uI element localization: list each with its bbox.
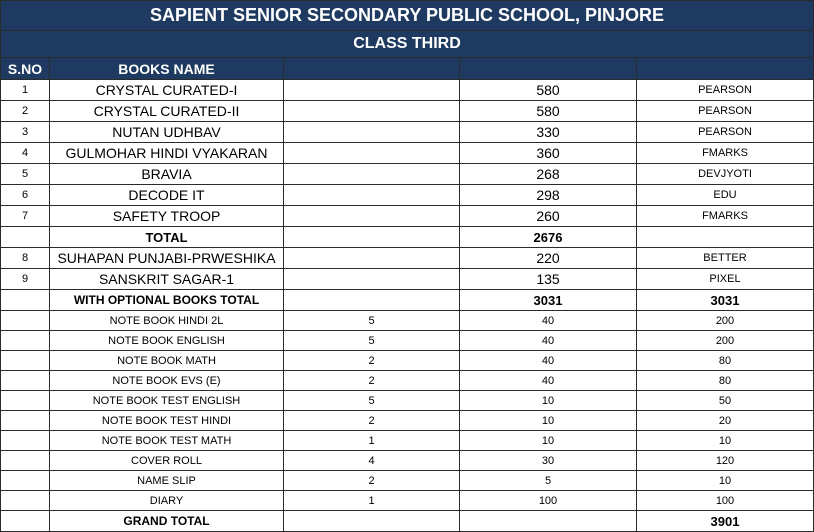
stationery-blank-cell <box>1 311 50 331</box>
total-blank-cell <box>1 227 50 248</box>
stationery-name: NOTE BOOK TEST HINDI <box>50 411 284 431</box>
book-publisher: PIXEL <box>637 269 814 290</box>
stationery-amount: 20 <box>637 411 814 431</box>
book-price: 360 <box>460 143 637 164</box>
stationery-row <box>1 391 814 411</box>
book-row <box>1 143 814 164</box>
book-blank-cell <box>284 143 460 164</box>
stationery-amount: 10 <box>637 431 814 451</box>
stationery-rate: 40 <box>460 371 637 391</box>
book-price: 220 <box>460 248 637 269</box>
book-publisher: BETTER <box>637 248 814 269</box>
stationery-name: NOTE BOOK EVS (E) <box>50 371 284 391</box>
book-price: 260 <box>460 206 637 227</box>
stationery-name: NOTE BOOK MATH <box>50 351 284 371</box>
book-blank-cell <box>284 164 460 185</box>
class-title-row <box>1 31 814 58</box>
stationery-name: NAME SLIP <box>50 471 284 491</box>
optional-book-row <box>1 269 814 290</box>
stationery-amount: 200 <box>637 311 814 331</box>
school-title-row <box>1 1 814 31</box>
stationery-amount: 100 <box>637 491 814 511</box>
book-publisher: FMARKS <box>637 143 814 164</box>
stationery-blank-cell <box>1 331 50 351</box>
book-name: BRAVIA <box>50 164 284 185</box>
stationery-row <box>1 311 814 331</box>
stationery-row <box>1 331 814 351</box>
stationery-qty: 2 <box>284 471 460 491</box>
stationery-row <box>1 351 814 371</box>
stationery-row <box>1 491 814 511</box>
stationery-name: NOTE BOOK TEST MATH <box>50 431 284 451</box>
book-name: GULMOHAR HINDI VYAKARAN <box>50 143 284 164</box>
stationery-name: COVER ROLL <box>50 451 284 471</box>
book-blank-cell <box>284 269 460 290</box>
book-name: CRYSTAL CURATED-II <box>50 101 284 122</box>
book-sno: 4 <box>1 143 50 164</box>
book-blank-cell <box>284 80 460 101</box>
book-row <box>1 122 814 143</box>
stationery-rate: 10 <box>460 411 637 431</box>
stationery-row <box>1 431 814 451</box>
books-name-header: BOOKS NAME <box>50 58 284 80</box>
stationery-amount: 120 <box>637 451 814 471</box>
blank-header-2 <box>460 58 637 80</box>
book-publisher: PEARSON <box>637 122 814 143</box>
grand-total-row <box>1 511 814 532</box>
stationery-rate: 40 <box>460 331 637 351</box>
stationery-row <box>1 471 814 491</box>
stationery-blank-cell <box>1 411 50 431</box>
book-name: SAFETY TROOP <box>50 206 284 227</box>
book-blank-cell <box>284 185 460 206</box>
book-blank-cell <box>284 101 460 122</box>
stationery-row <box>1 411 814 431</box>
stationery-rate: 10 <box>460 431 637 451</box>
stationery-name: DIARY <box>50 491 284 511</box>
total-row <box>1 227 814 248</box>
book-publisher: FMARKS <box>637 206 814 227</box>
book-row <box>1 206 814 227</box>
stationery-amount: 80 <box>637 351 814 371</box>
stationery-qty: 4 <box>284 451 460 471</box>
stationery-blank-cell <box>1 451 50 471</box>
stationery-amount: 200 <box>637 331 814 351</box>
book-row <box>1 101 814 122</box>
blank-header-3 <box>637 58 814 80</box>
book-price: 298 <box>460 185 637 206</box>
book-sno: 2 <box>1 101 50 122</box>
book-row <box>1 164 814 185</box>
stationery-row <box>1 451 814 471</box>
stationery-amount: 10 <box>637 471 814 491</box>
book-sno: 1 <box>1 80 50 101</box>
optional-total-value-2: 3031 <box>637 290 814 311</box>
book-blank-cell <box>284 122 460 143</box>
stationery-blank-cell <box>1 391 50 411</box>
stationery-qty: 1 <box>284 431 460 451</box>
blank-header-1 <box>284 58 460 80</box>
stationery-blank-cell <box>1 471 50 491</box>
grand-total-value: 3901 <box>637 511 814 532</box>
book-blank-cell <box>284 206 460 227</box>
stationery-qty: 1 <box>284 491 460 511</box>
stationery-rate: 30 <box>460 451 637 471</box>
book-publisher: EDU <box>637 185 814 206</box>
stationery-rate: 100 <box>460 491 637 511</box>
book-sno: 6 <box>1 185 50 206</box>
book-publisher: DEVJYOTI <box>637 164 814 185</box>
stationery-blank-cell <box>1 371 50 391</box>
book-name: SUHAPAN PUNJABI-PRWESHIKA <box>50 248 284 269</box>
book-price: 268 <box>460 164 637 185</box>
stationery-rate: 5 <box>460 471 637 491</box>
book-row <box>1 185 814 206</box>
optional-total-blank-cell <box>284 290 460 311</box>
book-sno: 3 <box>1 122 50 143</box>
optional-total-label: WITH OPTIONAL BOOKS TOTAL <box>50 290 284 311</box>
stationery-name: NOTE BOOK HINDI 2L <box>50 311 284 331</box>
grand-total-blank-cell <box>284 511 460 532</box>
stationery-blank-cell <box>1 431 50 451</box>
optional-total-row <box>1 290 814 311</box>
optional-total-blank-cell <box>1 290 50 311</box>
optional-total-value: 3031 <box>460 290 637 311</box>
stationery-row <box>1 371 814 391</box>
stationery-name: NOTE BOOK ENGLISH <box>50 331 284 351</box>
book-publisher: PEARSON <box>637 101 814 122</box>
stationery-blank-cell <box>1 351 50 371</box>
total-label: TOTAL <box>50 227 284 248</box>
stationery-amount: 80 <box>637 371 814 391</box>
book-sno: 7 <box>1 206 50 227</box>
book-name: CRYSTAL CURATED-I <box>50 80 284 101</box>
book-blank-cell <box>284 248 460 269</box>
sno-header: S.NO <box>1 58 50 80</box>
stationery-qty: 2 <box>284 351 460 371</box>
book-sno: 5 <box>1 164 50 185</box>
optional-book-row <box>1 248 814 269</box>
stationery-rate: 40 <box>460 351 637 371</box>
book-publisher: PEARSON <box>637 80 814 101</box>
stationery-qty: 5 <box>284 331 460 351</box>
stationery-qty: 2 <box>284 371 460 391</box>
stationery-name: NOTE BOOK TEST ENGLISH <box>50 391 284 411</box>
grand-total-blank-cell <box>460 511 637 532</box>
book-row <box>1 80 814 101</box>
book-price: 580 <box>460 101 637 122</box>
grand-total-blank-cell <box>1 511 50 532</box>
stationery-rate: 40 <box>460 311 637 331</box>
book-sno: 8 <box>1 248 50 269</box>
column-header-row <box>1 58 814 80</box>
stationery-qty: 5 <box>284 311 460 331</box>
stationery-amount: 50 <box>637 391 814 411</box>
stationery-qty: 2 <box>284 411 460 431</box>
book-price: 580 <box>460 80 637 101</box>
stationery-qty: 5 <box>284 391 460 411</box>
total-value: 2676 <box>460 227 637 248</box>
book-name: SANSKRIT SAGAR-1 <box>50 269 284 290</box>
book-price: 135 <box>460 269 637 290</box>
total-blank-cell <box>637 227 814 248</box>
stationery-blank-cell <box>1 491 50 511</box>
school-name: SAPIENT SENIOR SECONDARY PUBLIC SCHOOL, PINJORE <box>1 1 814 31</box>
grand-total-label: GRAND TOTAL <box>50 511 284 532</box>
stationery-rate: 10 <box>460 391 637 411</box>
class-name: CLASS THIRD <box>1 31 814 58</box>
book-price: 330 <box>460 122 637 143</box>
book-name: NUTAN UDHBAV <box>50 122 284 143</box>
total-blank-cell <box>284 227 460 248</box>
book-name: DECODE IT <box>50 185 284 206</box>
book-sno: 9 <box>1 269 50 290</box>
